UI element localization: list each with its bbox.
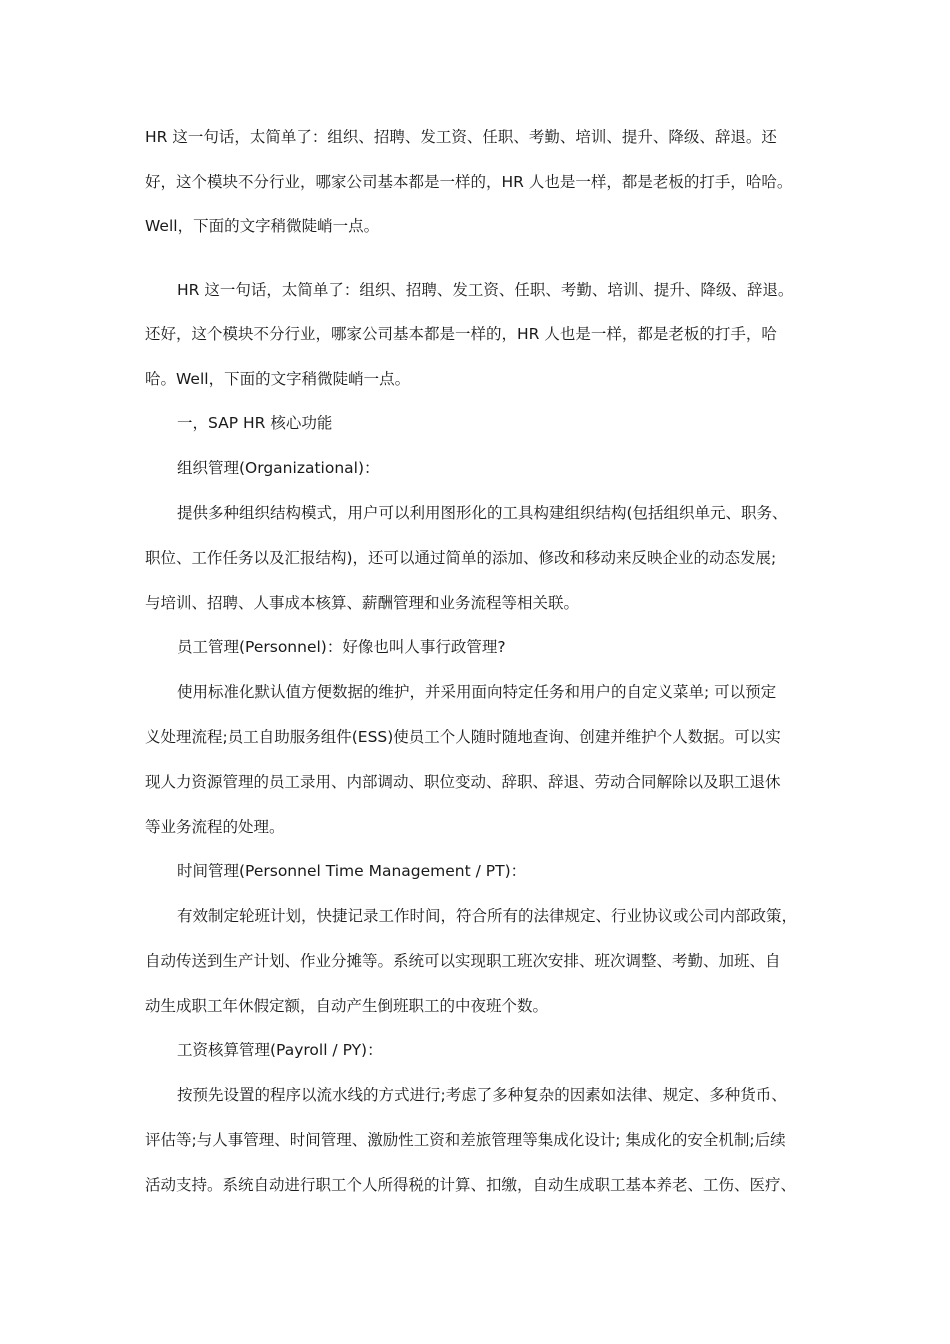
repeat-line-2: 还好，这个模块不分行业，哪家公司基本都是一样的，HR 人也是一样，都是老板的打手，哈 [145, 325, 777, 343]
section-heading: 一，SAP HR 核心功能 [177, 414, 333, 432]
org-line-2: 职位、工作任务以及汇报结构)，还可以通过简单的添加、修改和移动来反映企业的动态发展; [145, 549, 777, 567]
personnel-line-1: 使用标准化默认值方便数据的维护，并采用面向特定任务和用户的自定义菜单; 可以预定 [177, 683, 777, 701]
time-line-3: 动生成职工年休假定额，自动产生倒班职工的中夜班个数。 [145, 997, 549, 1015]
org-heading: 组织管理(Organizational)： [177, 459, 380, 477]
payroll-line-2: 评估等;与人事管理、时间管理、激励性工资和差旅管理等集成化设计; 集成化的安全机制;后续 [145, 1131, 786, 1149]
payroll-line-1: 按预先设置的程序以流水线的方式进行;考虑了多种复杂的因素如法律、规定、多种货币、 [177, 1086, 787, 1104]
time-line-2: 自动传送到生产计划、作业分摊等。系统可以实现职工班次安排、班次调整、考勤、加班、自 [145, 952, 781, 970]
personnel-heading: 员工管理(Personnel)：好像也叫人事行政管理? [177, 638, 506, 656]
repeat-line-3: 哈。Well，下面的文字稍微陡峭一点。 [145, 370, 411, 388]
intro-line-1: HR 这一句话，太简单了：组织、招聘、发工资、任职、考勤、培训、提升、降级、辞退。还 [145, 128, 777, 146]
personnel-line-2: 义处理流程;员工自助服务组件(ESS)使员工个人随时随地查询、创建并维护个人数据。可以实 [145, 728, 781, 746]
time-heading: 时间管理(Personnel Time Management / PT)： [177, 862, 527, 880]
payroll-line-3: 活动支持。系统自动进行职工个人所得税的计算、扣缴，自动生成职工基本养老、工伤、医疗、 [145, 1176, 797, 1194]
org-line-1: 提供多种组织结构模式，用户可以利用图形化的工具构建组织结构(包括组织单元、职务、 [177, 504, 788, 522]
org-line-3: 与培训、招聘、人事成本核算、薪酬管理和业务流程等相关联。 [145, 594, 580, 612]
repeat-line-1: HR 这一句话，太简单了：组织、招聘、发工资、任职、考勤、培训、提升、降级、辞退。 [177, 281, 794, 299]
personnel-line-4: 等业务流程的处理。 [145, 818, 285, 836]
personnel-line-3: 现人力资源管理的员工录用、内部调动、职位变动、辞职、辞退、劳动合同解除以及职工退休 [145, 773, 781, 791]
payroll-heading: 工资核算管理(Payroll / PY)： [177, 1041, 383, 1059]
intro-line-3: Well，下面的文字稍微陡峭一点。 [145, 217, 380, 235]
time-line-1: 有效制定轮班计划，快捷记录工作时间，符合所有的法律规定、行业协议或公司内部政策， [177, 907, 798, 925]
intro-line-2: 好，这个模块不分行业，哪家公司基本都是一样的，HR 人也是一样，都是老板的打手，哈哈。 [145, 173, 793, 191]
